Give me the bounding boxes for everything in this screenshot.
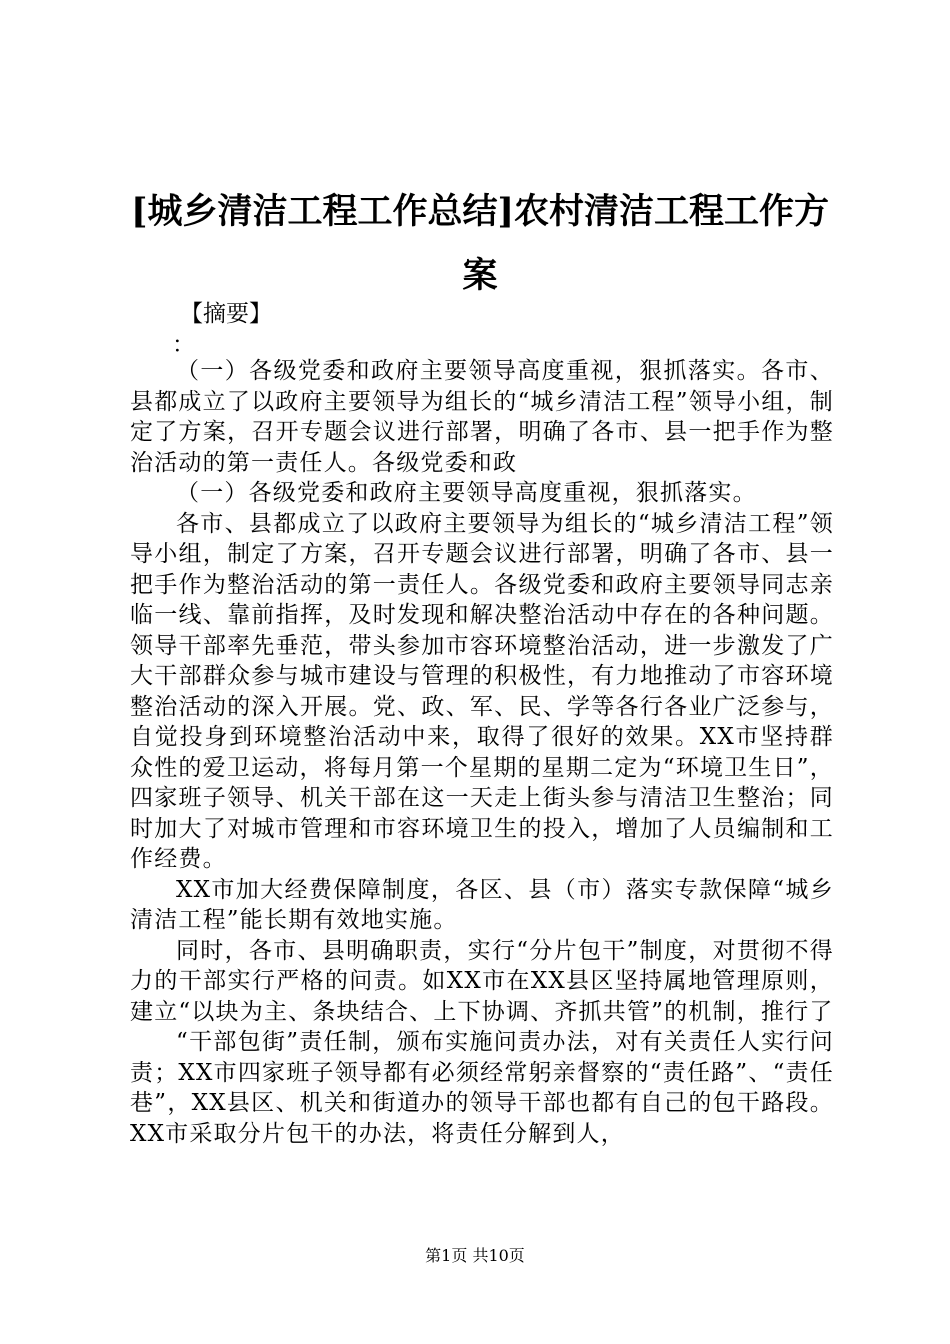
paragraph: （一）各级党委和政府主要领导高度重视，狠抓落实。各市、县都成立了以政府主要领导为组长的“城乡清洁工程”领导小组，制定了方案，召开专题会议进行部署，明确了各市、县一把手作为整治活动的第一责任人。各级党委和政 — [130, 358, 834, 476]
page-footer: 第1页 共10页 — [425, 1246, 525, 1265]
paragraph: “干部包街”责任制，颁布实施问责办法，对有关责任人实行问责；XX市四家班子领导都有必须经常躬亲督察的“责任路”、“责任巷”，XX县区、机关和街道办的领导干部也都有自己的包干路段。XX市采取分片包干的办法，将责任分解到人， — [130, 1029, 834, 1147]
abstract-colon: ： — [172, 332, 195, 358]
paragraph: 同时，各市、县明确职责，实行“分片包干”制度，对贯彻不得力的干部实行严格的问责。如XX市在XX县区坚持属地管理原则，建立“以块为主、条块结合、上下协调、齐抓共管”的机制，推行了 — [130, 937, 834, 1025]
paragraph: （一）各级党委和政府主要领导高度重视，狠抓落实。 — [176, 480, 757, 506]
paragraph: XX市加大经费保障制度，各区、县（市）落实专款保障“城乡清洁工程”能长期有效地实施。 — [130, 876, 834, 933]
paragraph: 各市、县都成立了以政府主要领导为组长的“城乡清洁工程”领导小组，制定了方案，召开专题会议进行部署，明确了各市、县一把手作为整治活动的第一责任人。各级党委和政府主要领导同志亲临一线、靠前指挥，及时发现和解决整治活动中存在的各种问题。领导干部率先垂范，带头参加市容环境整治活动，进一步激发了广大干部群众参与城市建设与管理的积极性，有力地推动了市容环境整治活动的深入开展。党、政、军、民、学等各行各业广泛参与，自觉投身到环境整治活动中来，取得了很好的效果。XX市坚持群众性的爱卫运动，将每月第一个星期的星期二定为“环境卫生日”，四家班子领导、机关干部在这一天走上街头参与清洁卫生整治；同时加大了对城市管理和市容环境卫生的投入，增加了人员编制和工作经费。 — [130, 510, 834, 872]
abstract-label: 【摘要】 — [180, 301, 272, 327]
document-title: [城乡清洁工程工作总结]农村清洁工程工作方案 — [130, 191, 830, 296]
document-body — [130, 356, 834, 1149]
